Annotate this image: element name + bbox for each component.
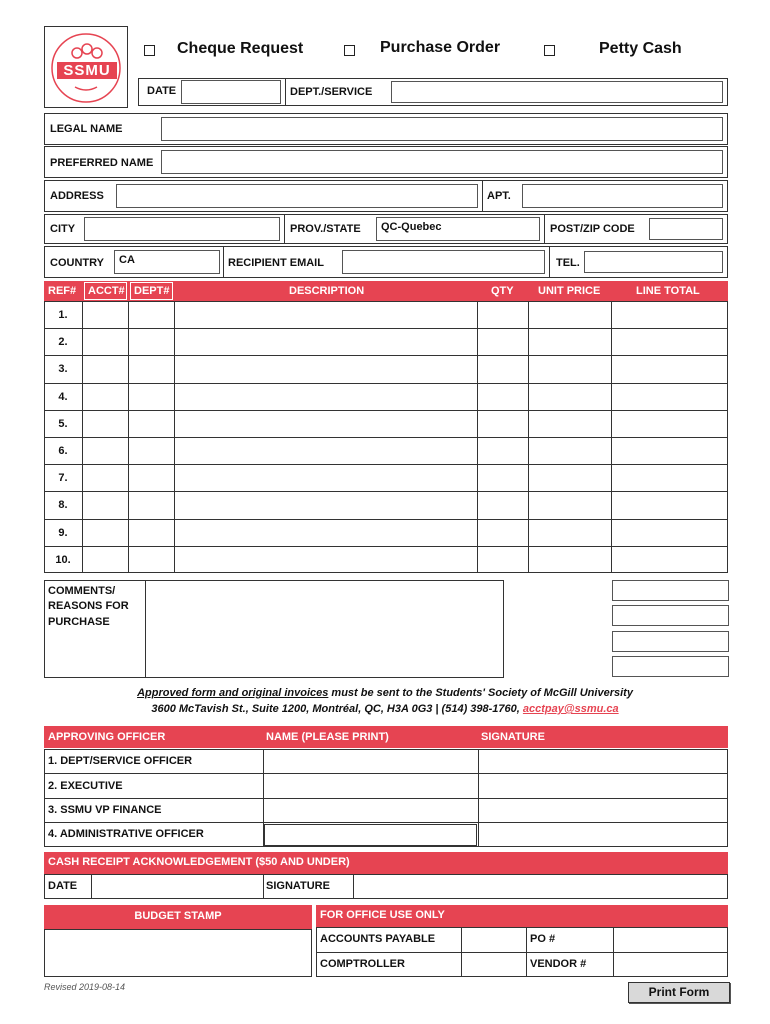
address-label: ADDRESS bbox=[50, 190, 104, 202]
table-cell-input[interactable] bbox=[175, 492, 476, 517]
cash-date-label: DATE bbox=[48, 880, 78, 892]
col-description: DESCRIPTION bbox=[289, 285, 365, 297]
table-cell-input[interactable] bbox=[529, 302, 610, 327]
divider bbox=[223, 246, 224, 278]
divider bbox=[526, 927, 527, 977]
table-cell-input[interactable] bbox=[478, 465, 527, 490]
col-acct: ACCT# bbox=[88, 285, 125, 297]
table-row-number: 9. bbox=[58, 527, 68, 539]
table-cell-input[interactable] bbox=[529, 384, 610, 409]
table-cell-input[interactable] bbox=[478, 492, 527, 517]
table-cell-input[interactable] bbox=[129, 302, 173, 327]
petty-cash-label: Petty Cash bbox=[599, 40, 682, 57]
table-row-number: 5. bbox=[58, 418, 68, 430]
address-input[interactable] bbox=[116, 184, 478, 208]
revised-note: Revised 2019-08-14 bbox=[44, 982, 126, 992]
table-cell-input[interactable] bbox=[83, 520, 127, 545]
logo-frame bbox=[44, 26, 128, 108]
notice-underlined: Approved form and original invoices bbox=[137, 687, 329, 699]
approval-col-officer: APPROVING OFFICER bbox=[48, 731, 166, 743]
table-row-number: 7. bbox=[58, 472, 68, 484]
table-cell-input[interactable] bbox=[529, 438, 610, 463]
table-cell-input[interactable] bbox=[129, 465, 173, 490]
table-cell-input[interactable] bbox=[612, 492, 727, 517]
table-cell-input[interactable] bbox=[83, 465, 127, 490]
cheque-request-checkbox[interactable] bbox=[144, 45, 155, 56]
divider bbox=[285, 78, 286, 106]
approval-row-2: 2. EXECUTIVE bbox=[48, 780, 123, 792]
tax-field[interactable] bbox=[612, 605, 729, 626]
table-cell-input[interactable] bbox=[83, 547, 127, 572]
country-label: COUNTRY bbox=[50, 257, 104, 269]
legal-name-input[interactable] bbox=[161, 117, 723, 141]
notice-email-link[interactable]: acctpay@ssmu.ca bbox=[522, 703, 619, 715]
table-cell-input[interactable] bbox=[612, 465, 727, 490]
comptroller-input[interactable] bbox=[462, 953, 525, 976]
col-line-total: LINE TOTAL bbox=[636, 285, 700, 297]
table-cell-input[interactable] bbox=[175, 356, 476, 381]
divider bbox=[544, 214, 545, 244]
table-cell-input[interactable] bbox=[478, 520, 527, 545]
email-input[interactable] bbox=[342, 250, 545, 274]
comments-input[interactable] bbox=[146, 581, 503, 677]
table-cell-input[interactable] bbox=[129, 356, 173, 381]
divider bbox=[482, 180, 483, 212]
table-cell-input[interactable] bbox=[175, 465, 476, 490]
table-cell-input[interactable] bbox=[612, 329, 727, 354]
apt-label: APT. bbox=[487, 190, 511, 202]
cash-date-input[interactable] bbox=[92, 875, 262, 898]
grand-total-field[interactable] bbox=[612, 656, 729, 677]
vendor-input[interactable] bbox=[614, 953, 727, 976]
col-unit-price: UNIT PRICE bbox=[538, 285, 601, 297]
apt-input[interactable] bbox=[522, 184, 723, 208]
table-cell-input[interactable] bbox=[83, 492, 127, 517]
approval-row-4: 4. ADMINISTRATIVE OFFICER bbox=[48, 828, 204, 840]
budget-stamp-title: BUDGET STAMP bbox=[134, 910, 222, 922]
approval-col-signature: SIGNATURE bbox=[481, 731, 545, 743]
prov-select[interactable]: QC-Quebec bbox=[376, 217, 540, 241]
comptroller-label: COMPTROLLER bbox=[320, 958, 405, 970]
office-use-title: FOR OFFICE USE ONLY bbox=[320, 909, 445, 921]
table-cell-input[interactable] bbox=[478, 329, 527, 354]
print-form-button[interactable]: Print Form bbox=[628, 982, 730, 1003]
cash-signature-input[interactable] bbox=[354, 875, 727, 898]
divider bbox=[44, 822, 728, 823]
approval-name-input-2[interactable] bbox=[264, 774, 477, 797]
preferred-name-input[interactable] bbox=[161, 150, 723, 174]
table-cell-input[interactable] bbox=[612, 356, 727, 381]
approval-col-name: NAME (PLEASE PRINT) bbox=[266, 731, 389, 743]
vendor-label: VENDOR # bbox=[530, 958, 587, 970]
table-cell-input[interactable] bbox=[175, 302, 476, 327]
table-cell-input[interactable] bbox=[529, 520, 610, 545]
table-row-number: 3. bbox=[58, 363, 68, 375]
table-cell-input[interactable] bbox=[478, 547, 527, 572]
table-row-number: 1. bbox=[58, 309, 68, 321]
purchase-order-checkbox[interactable] bbox=[344, 45, 355, 56]
comments-label-2: REASONS FOR bbox=[48, 600, 129, 612]
accounts-payable-input[interactable] bbox=[462, 928, 525, 951]
city-input[interactable] bbox=[84, 217, 280, 241]
notice-address: 3600 McTavish St., Suite 1200, Montréal, QC, H3A 0G3 | (514) 398-1760, bbox=[151, 703, 523, 715]
accounts-payable-label: ACCOUNTS PAYABLE bbox=[320, 933, 436, 945]
date-label: DATE bbox=[147, 85, 177, 97]
tel-input[interactable] bbox=[584, 251, 723, 273]
postal-label: POST/ZIP CODE bbox=[550, 223, 635, 235]
table-cell-input[interactable] bbox=[478, 384, 527, 409]
table-row-number: 6. bbox=[58, 445, 68, 457]
cheque-request-label: Cheque Request bbox=[177, 40, 304, 57]
col-dept: DEPT# bbox=[134, 285, 170, 297]
divider bbox=[284, 214, 285, 244]
table-cell-input[interactable] bbox=[612, 520, 727, 545]
table-cell-input[interactable] bbox=[612, 384, 727, 409]
table-cell-input[interactable] bbox=[529, 492, 610, 517]
table-row-number: 10. bbox=[55, 554, 71, 566]
table-cell-input[interactable] bbox=[478, 302, 527, 327]
table-cell-input[interactable] bbox=[612, 438, 727, 463]
table-cell-input[interactable] bbox=[478, 438, 527, 463]
approval-row-3: 3. SSMU VP FINANCE bbox=[48, 804, 162, 816]
notice-line-1-rest: must be sent to the Students' Society of McGill University bbox=[328, 687, 633, 699]
subtotal-field[interactable] bbox=[612, 580, 729, 601]
legal-name-label: LEGAL NAME bbox=[50, 123, 123, 135]
postal-input[interactable] bbox=[649, 218, 723, 240]
table-row-number: 2. bbox=[58, 336, 68, 348]
notice-line-2 bbox=[0, 703, 770, 715]
table-cell-input[interactable] bbox=[529, 411, 610, 436]
table-cell-input[interactable] bbox=[529, 547, 610, 572]
table-cell-input[interactable] bbox=[478, 356, 527, 381]
po-input[interactable] bbox=[614, 928, 727, 951]
tel-label: TEL. bbox=[556, 257, 580, 269]
table-cell-input[interactable] bbox=[129, 411, 173, 436]
table-cell-input[interactable] bbox=[175, 520, 476, 545]
email-label: RECIPIENT EMAIL bbox=[228, 257, 324, 269]
approval-name-input-3[interactable] bbox=[264, 799, 477, 821]
col-qty: QTY bbox=[491, 285, 514, 297]
table-cell-input[interactable] bbox=[175, 547, 476, 572]
table-cell-input[interactable] bbox=[612, 302, 727, 327]
table-cell-input[interactable] bbox=[129, 547, 173, 572]
notice-line-1 bbox=[0, 687, 770, 699]
dept-input[interactable] bbox=[391, 81, 723, 103]
divider bbox=[263, 874, 264, 899]
table-row-number: 4. bbox=[58, 391, 68, 403]
table-cell-input[interactable] bbox=[529, 329, 610, 354]
cash-receipt-title: CASH RECEIPT ACKNOWLEDGEMENT ($50 AND UNDER) bbox=[48, 856, 350, 868]
table-cell-input[interactable] bbox=[175, 438, 476, 463]
table-cell-input[interactable] bbox=[129, 520, 173, 545]
col-ref: REF# bbox=[48, 285, 77, 297]
comments-label-3: PURCHASE bbox=[48, 616, 110, 628]
table-cell-input[interactable] bbox=[175, 329, 476, 354]
table-row-number: 8. bbox=[58, 499, 68, 511]
tax2-field[interactable] bbox=[612, 631, 729, 652]
logo-text: SSMU bbox=[63, 62, 111, 79]
comments-label-1: COMMENTS/ bbox=[48, 585, 116, 597]
table-cell-input[interactable] bbox=[129, 384, 173, 409]
preferred-name-label: PREFERRED NAME bbox=[50, 157, 154, 169]
table-cell-input[interactable] bbox=[83, 302, 127, 327]
table-cell-input[interactable] bbox=[129, 492, 173, 517]
budget-stamp-box[interactable] bbox=[44, 929, 312, 977]
date-input[interactable] bbox=[181, 80, 281, 104]
city-label: CITY bbox=[50, 223, 76, 235]
divider bbox=[549, 246, 550, 278]
prov-label: PROV./STATE bbox=[290, 223, 361, 235]
purchase-order-label: Purchase Order bbox=[380, 39, 501, 56]
table-cell-input[interactable] bbox=[83, 329, 127, 354]
table-cell-input[interactable] bbox=[612, 547, 727, 572]
approval-name-input-1[interactable] bbox=[264, 750, 477, 772]
approval-name-input-4[interactable] bbox=[264, 824, 477, 846]
table-cell-input[interactable] bbox=[83, 384, 127, 409]
table-cell-input[interactable] bbox=[175, 411, 476, 436]
table-cell-input[interactable] bbox=[175, 384, 476, 409]
approval-row-1: 1. DEPT/SERVICE OFFICER bbox=[48, 755, 193, 767]
country-select[interactable]: CA bbox=[114, 250, 220, 274]
table-cell-input[interactable] bbox=[129, 438, 173, 463]
table-cell-input[interactable] bbox=[83, 438, 127, 463]
dept-label: DEPT./SERVICE bbox=[290, 86, 373, 98]
table-cell-input[interactable] bbox=[612, 411, 727, 436]
table-cell-input[interactable] bbox=[478, 411, 527, 436]
table-cell-input[interactable] bbox=[529, 465, 610, 490]
table-cell-input[interactable] bbox=[83, 411, 127, 436]
po-label: PO # bbox=[530, 933, 556, 945]
cash-signature-label: SIGNATURE bbox=[266, 880, 330, 892]
table-cell-input[interactable] bbox=[83, 356, 127, 381]
table-cell-input[interactable] bbox=[129, 329, 173, 354]
petty-cash-checkbox[interactable] bbox=[544, 45, 555, 56]
table-cell-input[interactable] bbox=[529, 356, 610, 381]
